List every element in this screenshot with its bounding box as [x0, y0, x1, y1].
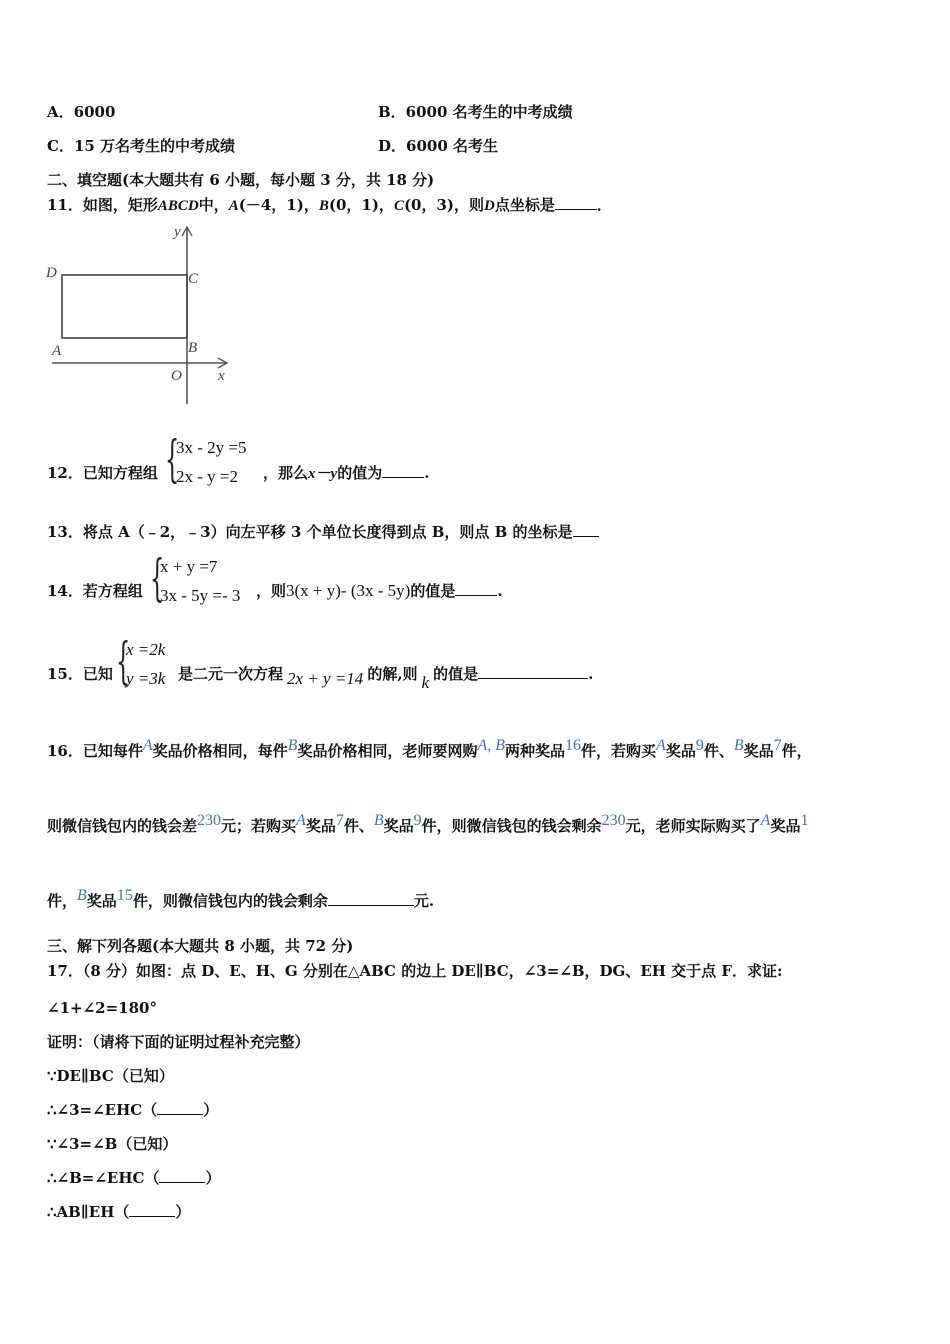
q16-text: 件、	[703, 742, 734, 760]
q15-mid2: 的解,则	[367, 665, 418, 683]
q17-step-5-close: ）	[175, 1203, 191, 1221]
q11-end: ．	[596, 196, 612, 214]
q16-text: 16．已知每件	[47, 742, 143, 760]
q17-line-1: 17．（8 分）如图：点 D、E、H、G 分别在△ABC 的边上 DE∥BC，∠3=∠B，DG、EH 交于点 F．求证:	[47, 962, 783, 980]
q12-expr: x－y	[308, 466, 338, 482]
q16-var-a: A	[296, 812, 306, 829]
q17-step-4-blank[interactable]	[159, 1168, 205, 1183]
q17-step-4-text: ∴∠B=∠EHC（	[47, 1169, 160, 1187]
q16-var-b: B	[287, 737, 298, 754]
q16-var-b: B	[733, 737, 744, 754]
q12-label: 12．已知方程组	[47, 464, 158, 482]
q11-suffix: 点坐标是	[494, 196, 555, 214]
q16-text: 奖品	[305, 817, 336, 835]
q16-text: 奖品	[770, 817, 801, 835]
q16-line-3	[47, 886, 434, 911]
q12-mid: ，那么	[263, 464, 309, 482]
q17-step-3: ∵∠3=∠B（已知）	[47, 1135, 178, 1153]
q15-eq1: x =2k	[126, 640, 166, 659]
q16-text: 件，	[781, 742, 812, 760]
q16-text: 奖品	[86, 892, 117, 910]
q11-a-val: (－4，1)，	[238, 196, 319, 214]
q16-num-7: 7	[773, 737, 782, 754]
q16-num-16: 16	[565, 737, 582, 754]
q11-mid: 中，	[198, 196, 229, 214]
q16-text: 奖品	[665, 742, 696, 760]
q15-tail	[178, 664, 594, 692]
rectangle-abcd	[62, 275, 187, 338]
q17-step-4-close: ）	[205, 1169, 221, 1187]
q15-k: k	[421, 673, 430, 692]
q16-answer-blank[interactable]	[328, 891, 414, 906]
q16-var-b: B	[373, 812, 384, 829]
q16-text: 元.	[413, 892, 435, 910]
q16-num-1: 1	[800, 812, 809, 829]
q16-num-230: 230	[197, 812, 222, 829]
q16-text: 件，则微信钱包内的钱会剩余	[132, 892, 328, 910]
q17-step-2-text: ∴∠3=∠EHC（	[47, 1101, 158, 1119]
q11-b-val: (0，1)，	[328, 196, 394, 214]
q16-num-9: 9	[695, 737, 704, 754]
q12-suffix: 的值为	[337, 464, 383, 482]
q14-end: .	[497, 582, 503, 600]
q12-answer-blank[interactable]	[382, 463, 424, 478]
q16-text: 奖品价格相同，每件	[152, 742, 288, 760]
q16-text: 件，则微信钱包的钱会剩余	[421, 817, 602, 835]
q16-var-a: A	[142, 737, 153, 754]
q14-eq2: 3x - 5y =- 3	[160, 586, 241, 605]
q11-figure	[40, 222, 240, 407]
q17-step-4	[47, 1168, 221, 1188]
q17-step-1: ∵DE∥BC（已知）	[47, 1067, 174, 1085]
q13-answer-blank[interactable]	[573, 522, 599, 537]
question-11	[47, 195, 612, 216]
fig-label-o: O	[171, 368, 182, 384]
q17-step-2-close: ）	[203, 1101, 219, 1119]
q17-step-5	[47, 1202, 190, 1222]
q15-answer-blank[interactable]	[478, 664, 588, 679]
q15-end: .	[588, 665, 594, 683]
q16-var-b: B	[77, 887, 87, 904]
q16-line-2	[47, 811, 808, 836]
q16-line-1	[47, 736, 812, 761]
option-c: C．15 万名考生的中考成绩	[47, 137, 236, 155]
q17-step-2-blank[interactable]	[157, 1100, 203, 1115]
section-3-heading: 三、解下列各题(本大题共 8 小题，共 72 分)	[47, 937, 354, 955]
q15-mid: 是二元一次方程	[178, 665, 284, 683]
q17-step-5-text: ∴AB∥EH（	[47, 1203, 130, 1221]
q15-eq2: y =3k	[126, 669, 166, 688]
q16-text: 件、	[343, 817, 374, 835]
fig-label-a: A	[52, 343, 62, 359]
q16-text: 元；若购买	[221, 817, 297, 835]
fig-label-c: C	[188, 271, 199, 287]
q17-line-3: 证明：（请将下面的证明过程补充完整）	[47, 1033, 310, 1051]
q17-line-2: ∠1+∠2=180°	[47, 999, 157, 1017]
q14-expr: 3(x + y)- (3x - 5y)	[286, 581, 411, 600]
q15-eq: 2x + y =14	[287, 669, 364, 688]
q14-eq1: x + y =7	[160, 557, 218, 576]
q17-step-2	[47, 1100, 218, 1120]
q17-step-5-blank[interactable]	[129, 1202, 175, 1217]
q11-answer-blank[interactable]	[555, 195, 597, 210]
q16-var-ab: A, B	[477, 737, 506, 754]
q11-c: C	[393, 198, 404, 214]
q14-mid: ，则	[256, 582, 287, 600]
q14-answer-blank[interactable]	[455, 581, 497, 596]
fig-label-b: B	[188, 340, 198, 356]
q16-text: 奖品价格相同，老师要网购	[297, 742, 478, 760]
q16-text: 则微信钱包内的钱会差	[47, 817, 198, 835]
q15-brace: {	[116, 632, 131, 690]
q11-a: A	[228, 198, 239, 214]
q15-label: 15．已知	[47, 665, 113, 683]
option-a: A．6000	[47, 103, 116, 121]
q11-b: B	[318, 198, 329, 214]
q12-brace: {	[165, 430, 180, 488]
q16-num-9: 9	[413, 812, 422, 829]
q16-num-230: 230	[601, 812, 626, 829]
q16-var-a: A	[760, 812, 771, 829]
q14-tail	[256, 581, 503, 601]
q13-text: 13．将点 A（﹣2，﹣3）向左平移 3 个单位长度得到点 B，则点 B 的坐标是	[47, 523, 573, 541]
q16-text: 两种奖品	[505, 742, 566, 760]
q16-text: 元，老师实际购买了	[625, 817, 761, 835]
q16-var-a: A	[656, 737, 666, 754]
q14-brace: {	[150, 549, 165, 607]
fig-label-y: y	[174, 224, 181, 240]
q11-c-val: (0，3)，则	[403, 196, 485, 214]
q11-prefix: 11．如图，矩形	[47, 196, 158, 214]
q12-end: .	[424, 464, 430, 482]
q11-d: D	[484, 198, 495, 214]
option-d: D．6000 名考生	[378, 137, 498, 155]
q14-suffix: 的值是	[410, 582, 456, 600]
q16-text: 奖品	[383, 817, 414, 835]
fig-label-x: x	[218, 368, 225, 384]
q16-num-15: 15	[116, 887, 133, 904]
q14-label: 14．若方程组	[47, 582, 143, 600]
section-2-heading: 二、填空题(本大题共有 6 小题，每小题 3 分，共 18 分)	[47, 171, 435, 189]
fig-label-d: D	[46, 265, 57, 281]
q12-tail	[263, 463, 429, 484]
q16-text: 奖品	[743, 742, 774, 760]
q15-suffix: 的值是	[433, 665, 479, 683]
q16-text: 件，若购买	[581, 742, 657, 760]
q16-num-7: 7	[335, 812, 344, 829]
option-b: B．6000 名考生的中考成绩	[378, 103, 573, 121]
q11-rect: ABCD	[157, 198, 199, 214]
q12-eq2: 2x - y =2	[176, 467, 238, 486]
question-13	[47, 522, 599, 542]
q16-text: 件，	[47, 892, 78, 910]
q12-eq1: 3x - 2y =5	[176, 438, 247, 457]
